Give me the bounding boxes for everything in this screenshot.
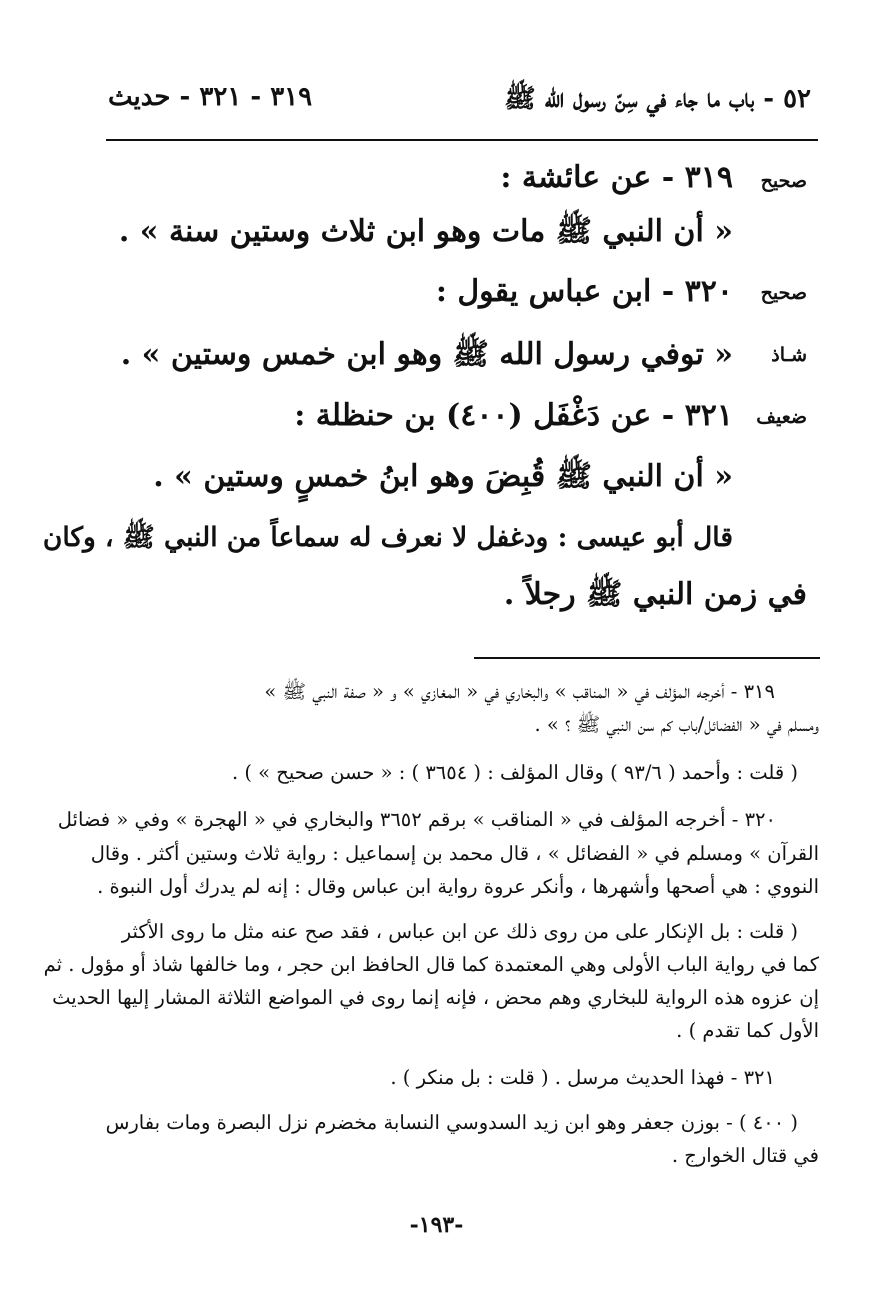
hadith-321-heading: ٣٢١ - عن دَغْفَل (٤٠٠) بن حنظلة : <box>294 398 733 433</box>
hadith-319-text: « أن النبي ﷺ مات وهو ابن ثلاث وستين سنة » . <box>118 214 733 249</box>
footnote-400-line-2: في قتال الخوارج . <box>671 1144 819 1167</box>
hadith-320-text: « توفي رسول الله ﷺ وهو ابن خمس وستين » . <box>120 337 733 372</box>
hadith-320-heading: ٣٢٠ - ابن عباس يقول : <box>435 274 733 309</box>
footnote-321: ٣٢١ - فهذا الحديث مرسل . ( قلت : بل منكر ) . <box>390 1066 775 1089</box>
footnote-319-note: ( قلت : وأحمد ( ٩٣/٦ ) وقال المؤلف : ( ٣٦٥٤ ) : « حسن صحيح » ) . <box>231 761 798 784</box>
grade-label-320: صحيح <box>760 282 807 304</box>
footnote-320-line-3: النووي : هي أصحها وأشهرها ، وأنكر عروة رواية ابن عباس وقال : إنه لم يدرك أول النبوة . <box>97 875 819 898</box>
footnote-320-line-2: القرآن » ومسلم في « الفضائل » ، قال محمد بن إسماعيل : رواية ثلاث وستين أكثر . وقال <box>90 842 819 865</box>
footnote-divider <box>474 657 820 659</box>
page-number: -١٩٣- <box>409 1212 464 1238</box>
grade-label-321: ضعيف <box>756 406 807 428</box>
footnote-319-line-1: ٣١٩ - أخرجه المؤلف في « المناقب » والبخاري في « المغازي » و « صفة النبي ﷺ » <box>264 680 775 703</box>
hadith-319-heading: ٣١٩ - عن عائشة : <box>500 160 733 195</box>
grade-label-320-text: شـاذ <box>771 344 807 366</box>
grade-label-319: صحيح <box>760 170 807 192</box>
footnote-320-note-line-4: الأول كما تقدم ) . <box>676 1019 819 1042</box>
hadith-range: ٣١٩ - ٣٢١ - حديث <box>108 82 313 112</box>
footnote-320-note-line-2: كما في رواية الباب الأولى وهي المعتمدة كما قال الحافظ ابن حجر ، وما خالفها شاذ أو مؤول . ثم <box>43 953 819 976</box>
footnote-320-note-line-3: إن عزوه هذه الرواية للبخاري وهم محض ، فإنه إنما روى في المواضع الثلاثة المشار إليها الحديث <box>52 986 819 1009</box>
chapter-title: ٥٢ - باب ما جاء في سِنّ رسول الله ﷺ <box>504 84 811 114</box>
footnote-319-line-2: ومسلم في « الفضائل/باب كم سن النبي ﷺ ؟ » . <box>534 713 819 736</box>
footnote-320-note-line-1: ( قلت : بل الإنكار على من روى ذلك عن ابن عباس ، فقد صح عنه مثل ما روى الأكثر <box>121 920 798 943</box>
hadith-321-text: « أن النبي ﷺ قُبِضَ وهو ابنُ خمسٍ وستين » . <box>153 459 733 494</box>
comment-line-1: قال أبو عيسى : ودغفل لا نعرف له سماعاً من النبي ﷺ ، وكان <box>42 522 733 553</box>
comment-line-2: في زمن النبي ﷺ رجلاً . <box>503 577 807 612</box>
header-divider <box>106 139 818 141</box>
footnote-400-line-1: ( ٤٠٠ ) - بوزن جعفر وهو ابن زيد السدوسي النسابة مخضرم نزل البصرة ومات بفارس <box>105 1111 798 1134</box>
footnote-320-line-1: ٣٢٠ - أخرجه المؤلف في « المناقب » برقم ٣٦٥٢ والبخاري في « الهجرة » وفي « فضائل <box>57 808 776 831</box>
